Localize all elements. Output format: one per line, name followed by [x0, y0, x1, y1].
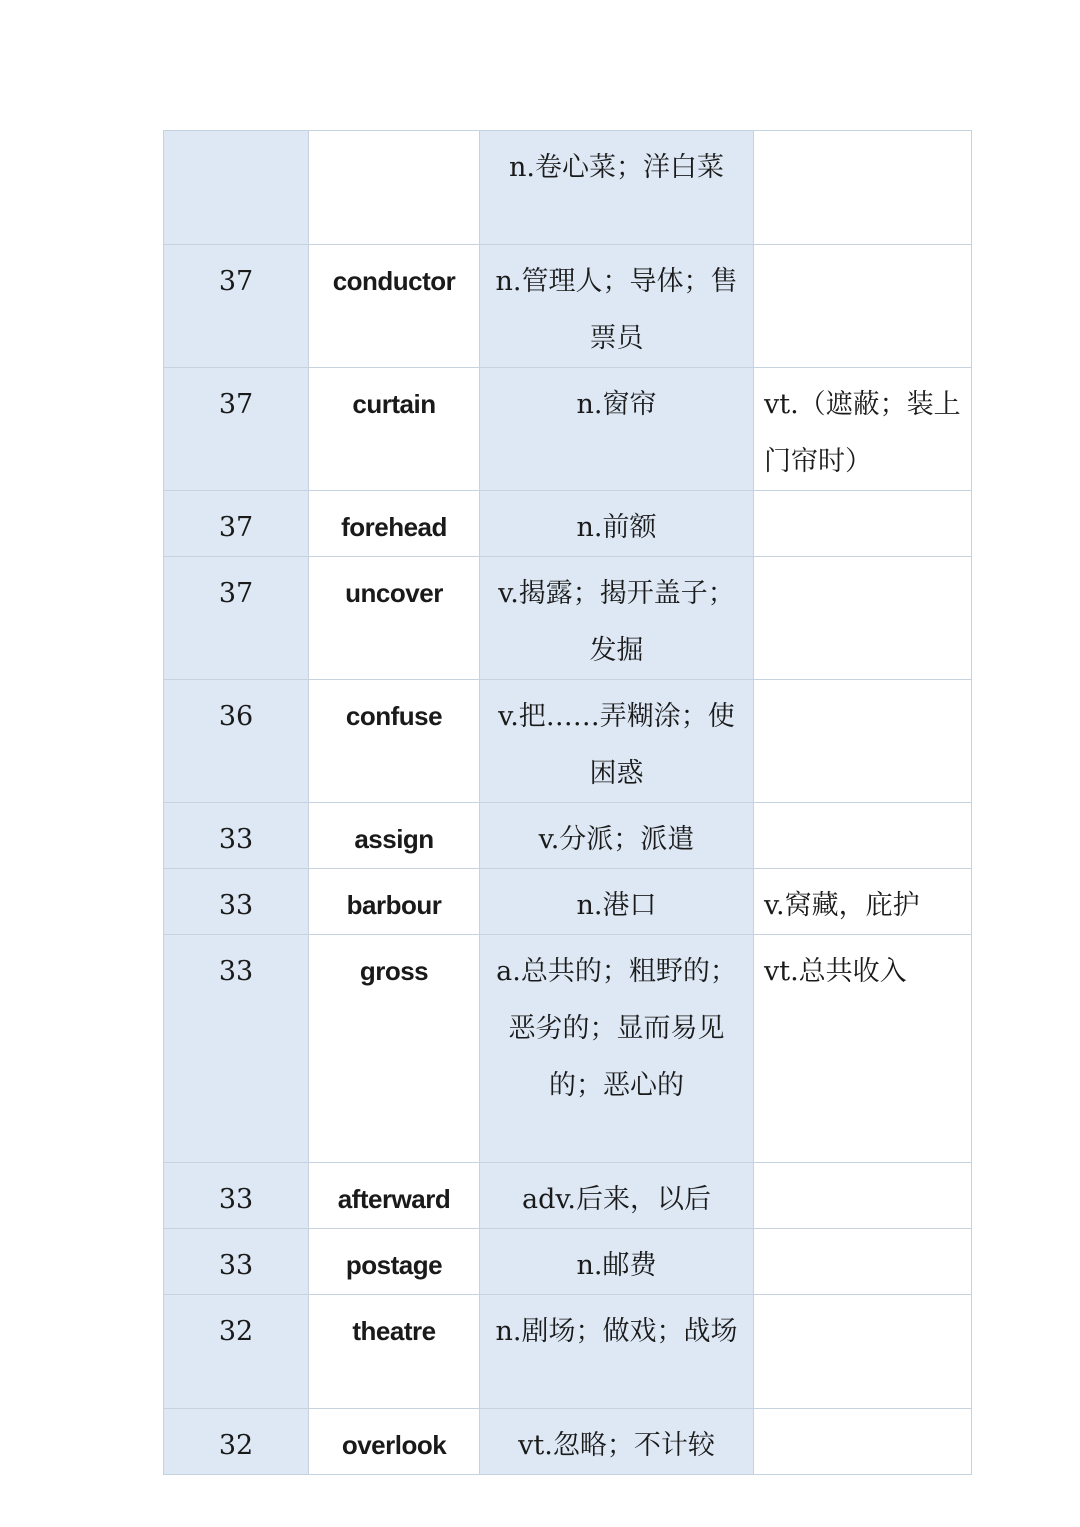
meaning-cell: n.前额 [480, 491, 754, 557]
table-row [164, 557, 972, 680]
other-usage-cell [754, 1295, 972, 1409]
meaning-cell: n.窗帘 [480, 368, 754, 491]
other-usage-cell [754, 1409, 972, 1475]
other-usage-cell [754, 1229, 972, 1295]
vocabulary-table [163, 130, 972, 1475]
table-row [164, 1163, 972, 1229]
meaning-cell: v.揭露；揭开盖子；发掘 [480, 557, 754, 680]
frequency-cell: 37 [164, 491, 309, 557]
other-usage-cell [754, 803, 972, 869]
table-row [164, 1409, 972, 1475]
frequency-cell: 33 [164, 803, 309, 869]
word-cell: conductor [309, 245, 480, 368]
frequency-cell: 33 [164, 1229, 309, 1295]
frequency-cell: 33 [164, 1163, 309, 1229]
word-cell: overlook [309, 1409, 480, 1475]
word-cell: curtain [309, 368, 480, 491]
meaning-cell: n.港口 [480, 869, 754, 935]
other-usage-cell: vt.总共收入 [754, 935, 972, 1163]
table-row [164, 935, 972, 1163]
table-row [164, 245, 972, 368]
other-usage-cell [754, 557, 972, 680]
meaning-cell: adv.后来，以后 [480, 1163, 754, 1229]
meaning-cell: n.邮费 [480, 1229, 754, 1295]
other-usage-cell [754, 245, 972, 368]
table-row [164, 1295, 972, 1409]
table-row [164, 803, 972, 869]
table-row [164, 869, 972, 935]
other-usage-cell: vt.（遮蔽；装上门帘时） [754, 368, 972, 491]
table-row [164, 680, 972, 803]
frequency-cell: 36 [164, 680, 309, 803]
table-row [164, 368, 972, 491]
frequency-cell: 37 [164, 557, 309, 680]
word-cell: theatre [309, 1295, 480, 1409]
other-usage-cell: v.窝藏，庇护 [754, 869, 972, 935]
frequency-cell: 37 [164, 245, 309, 368]
frequency-cell: 32 [164, 1409, 309, 1475]
table-row [164, 491, 972, 557]
frequency-cell: 32 [164, 1295, 309, 1409]
other-usage-cell [754, 491, 972, 557]
meaning-cell: n.卷心菜；洋白菜 [480, 131, 754, 245]
word-cell: postage [309, 1229, 480, 1295]
frequency-cell [164, 131, 309, 245]
meaning-cell: vt.忽略；不计较 [480, 1409, 754, 1475]
frequency-cell: 33 [164, 869, 309, 935]
meaning-cell: n.管理人；导体；售票员 [480, 245, 754, 368]
frequency-cell: 37 [164, 368, 309, 491]
word-cell: assign [309, 803, 480, 869]
meaning-cell: a.总共的；粗野的；恶劣的；显而易见的；恶心的 [480, 935, 754, 1163]
other-usage-cell [754, 1163, 972, 1229]
other-usage-cell [754, 680, 972, 803]
table-row [164, 1229, 972, 1295]
word-cell: uncover [309, 557, 480, 680]
other-usage-cell [754, 131, 972, 245]
word-cell: afterward [309, 1163, 480, 1229]
table-row [164, 131, 972, 245]
meaning-cell: n.剧场；做戏；战场 [480, 1295, 754, 1409]
word-cell: gross [309, 935, 480, 1163]
word-cell: confuse [309, 680, 480, 803]
meaning-cell: v.分派；派遣 [480, 803, 754, 869]
meaning-cell: v.把……弄糊涂；使困惑 [480, 680, 754, 803]
word-cell: forehead [309, 491, 480, 557]
word-cell [309, 131, 480, 245]
frequency-cell: 33 [164, 935, 309, 1163]
word-cell: barbour [309, 869, 480, 935]
